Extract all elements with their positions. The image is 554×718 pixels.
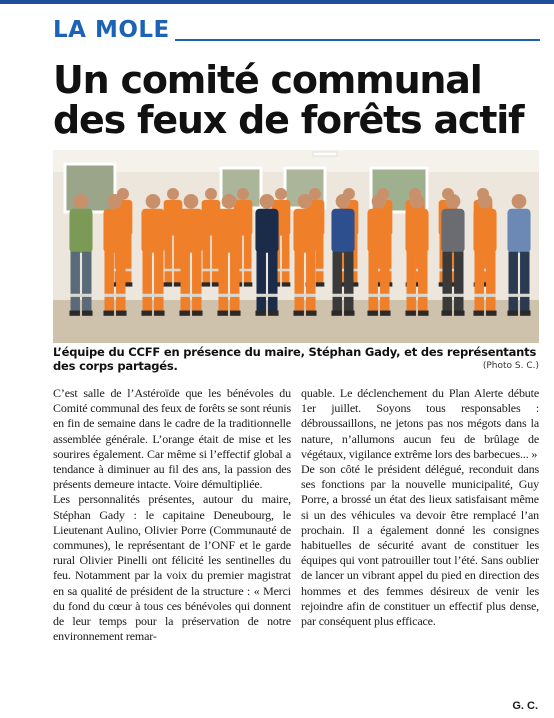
article-paragraph: quable. Le déclenchement du Plan Alerte débute 1er juillet. Soyons tous responsables : débroussaillons, ne jetons pas nos mégots dans la nature, n’allumons aucun feu de brûlage de végétaux, vigilance extrême lors des barbecues... » [301,386,539,461]
kicker-rule [175,39,540,41]
article-paragraph: C’est salle de l’Astéroïde que les bénévoles du Comité communal des feux de forêts se sont réunis en fin de semaine dans le cadre de la traditionnelle assemblée générale. L’orange était de mise et les sourires également. Car même si l’effectif global a tendance à diminuer au fil des ans, la passion des présents demeure intacte. Voire démultipliée. [53,386,291,492]
article-column-left [53,386,291,644]
section-kicker: LA MOLE [53,17,170,43]
article-column-right [301,386,539,629]
group-photo [53,150,539,343]
top-rule [0,0,554,4]
article-paragraph: Les personnalités présentes, autour du maire, Stéphan Gady : le capitaine Deneubourg, le Lieutenant Aulino, Olivier Porre (Communauté de communes), le représentant de l’ONF et le garde rural Olivier Pinelli ont félicité les sentinelles du feu. Notamment par la voix du premier magistrat en sa qualité de président de la structure : « Merci du fond du cœur à tous ces bénévoles qui donnent de leur temps pour la préservation de notre environnement remar- [53,492,291,644]
photo-caption: L’équipe du CCFF en présence du maire, Stéphan Gady, et des représentants des corps partagés. [53,345,537,373]
article-headline: Un comité communal des feux de forêts actif [53,58,524,142]
photo-credit: (Photo S. C.) [482,361,539,371]
article-paragraph: De son côté le président délégué, reconduit dans ses fonctions par la nouvelle municipalité, Guy Porre, a brossé un état des lieux satisfaisant même si un des véhicules va devoir être remplacé l’an prochain. Il a également donné les consignes habituelles de sécurité avant de constituer les équipes qui vont patrouiller tout l’été. Sans oublier de lancer un vibrant appel du pied en direction des hommes et des femmes désireux de venir les rejoindre afin de constituer un effectif plus dense, par conséquent plus efficace. [301,462,539,629]
group-photo-illustration [53,150,539,343]
author-signature: G. C. [512,700,538,712]
